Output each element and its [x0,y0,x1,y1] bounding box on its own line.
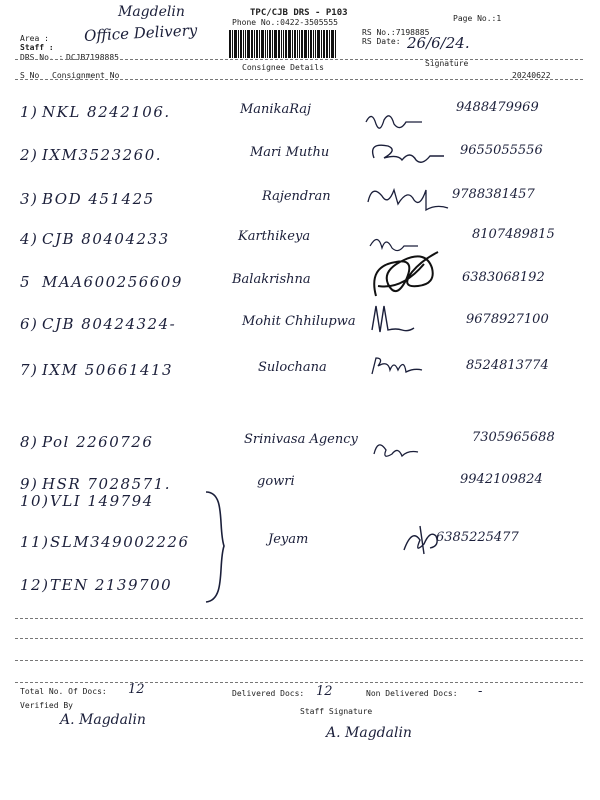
entry-number: 10) [20,492,50,510]
entry-phone: 6385225477 [436,530,519,545]
entry-consignment-no: CJB 80424324- [42,315,177,333]
entry-consignment-no: SLM349002226 [50,533,190,551]
entry-consignment-no: BOD 451425 [42,190,155,208]
entry-phone: 8107489815 [472,227,555,242]
entry-number: 4) [20,230,39,248]
entry-consignee-name: Mohit Chhilupwa [242,314,356,329]
handwritten-area: Office Delivery [83,21,198,45]
column-consignee-details: Consignee Details [242,63,324,72]
page-number: Page No.:1 [453,14,502,23]
phone-number: Phone No.:0422-3505555 [232,18,338,27]
staff-signature-label: Staff Signature [300,707,373,716]
entry-consignee-name: Jeyam [268,532,309,547]
entry-phone: 9678927100 [466,312,549,327]
list-divider [15,638,583,639]
entry-consignment-no: CJB 80404233 [42,230,170,248]
entry-phone: 9655055556 [460,143,543,158]
entry-number: 9) [20,475,39,493]
barcode [229,30,349,58]
entry-phone: 9788381457 [452,187,535,202]
entry-consignment-no: TEN 2139700 [50,576,173,594]
entry-consignee-name: Karthikeya [238,229,311,244]
sheet-title: TPC/CJB DRS - P103 [250,8,348,18]
rs-date-value: 26/6/24. [407,34,470,52]
entry-phone: 6383068192 [462,270,545,285]
entry-phone: 9942109824 [460,472,543,487]
entry-number: 7) [20,361,39,379]
handwritten-staff-name: Magdelin [118,4,185,20]
entry-phone: 8524813774 [466,358,549,373]
drs-no-label: DRS No. : [20,53,64,62]
rs-number: RS No.:7198885 [362,28,430,37]
verified-by-label: Verified By [20,701,73,710]
staff-signature: A. Magdalin [326,725,412,741]
column-consignment-no: Consignment No [52,71,120,80]
entry-consignee-name: ManikaRaj [240,102,312,117]
entry-consignment-no: NKL 8242106. [42,103,171,121]
signature-scribble [366,136,451,172]
signature-scribble [362,104,437,134]
total-docs-label: Total No. Of Docs: [20,687,107,696]
entry-number: 12) [20,576,50,594]
signature-scribble [364,178,454,214]
entry-number: 11) [20,533,50,551]
entry-number: 5 [20,273,32,291]
entry-number: 3) [20,190,39,208]
entry-consignment-no: VLI 149794 [50,492,154,510]
entry-number: 6) [20,315,39,333]
list-divider [15,660,583,661]
entry-consignment-no: MAA600256609 [42,273,183,291]
group-bracket [200,488,240,606]
sheet-code: 20240622 [512,71,551,80]
entry-consignee-name: Sulochana [258,360,327,375]
verifier-signature: A. Magdalin [60,712,146,728]
signature-scribble [398,520,448,560]
list-divider [15,618,583,619]
signature-scribble [368,352,438,382]
entry-phone: 7305965688 [472,430,555,445]
non-delivered-docs-label: Non Delivered Docs: [366,689,458,698]
entry-consignment-no: IXM3523260. [42,146,163,164]
non-delivered-docs-value: - [478,684,483,699]
column-divider [15,79,583,80]
signature-scribble [366,300,426,340]
staff-label: Staff : [20,43,54,52]
delivered-docs-label: Delivered Docs: [232,689,305,698]
entry-consignment-no: HSR 7028571. [42,475,171,493]
entry-consignee-name: Balakrishna [232,272,311,287]
entry-consignment-no: Pol 2260726 [42,433,154,451]
entry-consignee-name: Srinivasa Agency [244,432,358,447]
entry-phone: 9488479969 [456,100,539,115]
entry-consignment-no: IXM 50661413 [42,361,174,379]
entry-number: 8) [20,433,39,451]
area-label: Area : [20,34,49,43]
entry-consignee-name: gowri [257,474,295,489]
header-divider [15,59,583,60]
entry-consignee-name: Rajendran [262,189,331,204]
total-docs-value: 12 [128,682,145,697]
footer-divider [15,682,583,683]
column-sno: S No [20,71,40,80]
entry-number: 1) [20,103,39,121]
signature-scribble [368,434,428,464]
drs-no-value: DCJB7198885 [66,53,119,62]
column-signature: Signature [425,59,469,68]
rs-date-label: RS Date: [362,37,401,46]
delivered-docs-value: 12 [316,684,333,699]
entry-consignee-name: Mari Muthu [250,145,330,160]
entry-number: 2) [20,146,39,164]
